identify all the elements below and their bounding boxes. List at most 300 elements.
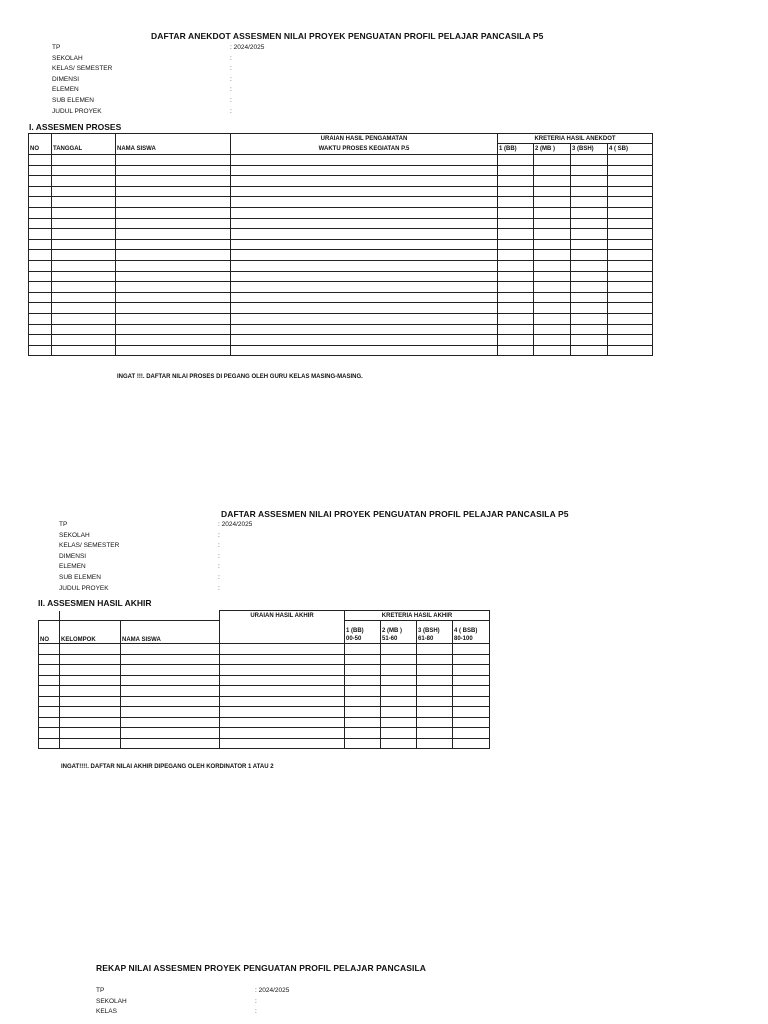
table-cell[interactable] [29, 176, 52, 187]
table-cell[interactable] [121, 717, 220, 728]
table-cell[interactable] [39, 696, 60, 707]
table-cell[interactable] [29, 345, 52, 356]
meta-row-elemen [59, 562, 299, 573]
table-cell[interactable] [571, 176, 608, 187]
table-cell[interactable] [417, 738, 453, 749]
table-cell[interactable] [417, 707, 453, 718]
meta-value: : [218, 584, 220, 592]
meta-row-judul [59, 584, 299, 595]
table-cell[interactable] [345, 686, 381, 697]
score-mb: 2 (MB ) [534, 144, 571, 155]
table-row [29, 186, 653, 197]
table-cell[interactable] [381, 686, 417, 697]
table-cell[interactable] [571, 303, 608, 314]
table-cell[interactable] [231, 282, 498, 293]
table-cell[interactable] [534, 229, 571, 240]
section1-meta [52, 43, 292, 117]
table-cell[interactable] [52, 324, 116, 335]
table-cell[interactable] [39, 707, 60, 718]
score-sb: 4 ( SB) [608, 144, 653, 155]
meta-label: TP [59, 521, 68, 528]
table-cell[interactable] [116, 176, 231, 187]
table-row [29, 313, 653, 324]
table-cell[interactable] [571, 250, 608, 261]
table-cell[interactable] [29, 250, 52, 261]
table-cell[interactable] [116, 155, 231, 166]
table-cell[interactable] [52, 176, 116, 187]
table-cell[interactable] [381, 728, 417, 739]
table-cell[interactable] [498, 260, 534, 271]
table-cell[interactable] [417, 717, 453, 728]
table-cell[interactable] [29, 165, 52, 176]
table-cell[interactable] [231, 313, 498, 324]
table-cell[interactable] [220, 738, 345, 749]
table-cell[interactable] [498, 239, 534, 250]
table-cell[interactable] [220, 717, 345, 728]
table-cell[interactable] [571, 155, 608, 166]
table-row [29, 165, 653, 176]
table-cell[interactable] [121, 665, 220, 676]
table-cell[interactable] [121, 696, 220, 707]
section3-meta [96, 986, 336, 1018]
table-cell[interactable] [571, 229, 608, 240]
table-cell[interactable] [39, 675, 60, 686]
table-cell[interactable] [381, 738, 417, 749]
table-cell[interactable] [381, 707, 417, 718]
table-cell[interactable] [608, 165, 653, 176]
table-cell[interactable] [116, 271, 231, 282]
table-cell[interactable] [60, 654, 121, 665]
table-cell[interactable] [29, 239, 52, 250]
cell [116, 134, 231, 144]
table-cell[interactable] [498, 176, 534, 187]
table-cell[interactable] [534, 207, 571, 218]
table-cell[interactable] [608, 282, 653, 293]
section3-title: REKAP NILAI ASSESMEN PROYEK PENGUATAN PROFIL PELAJAR PANCASILA [96, 963, 427, 973]
score-label: 2 (MB ) [382, 628, 402, 634]
table-cell[interactable] [29, 197, 52, 208]
table-cell[interactable] [29, 282, 52, 293]
table-cell[interactable] [116, 250, 231, 261]
table-cell[interactable] [116, 335, 231, 346]
table-cell[interactable] [608, 218, 653, 229]
table-cell[interactable] [60, 728, 121, 739]
table-cell[interactable] [220, 696, 345, 707]
table-cell[interactable] [534, 165, 571, 176]
table-cell[interactable] [231, 271, 498, 282]
table-cell[interactable] [52, 303, 116, 314]
table-cell[interactable] [608, 324, 653, 335]
table-cell[interactable] [39, 686, 60, 697]
table-cell[interactable] [381, 654, 417, 665]
table-cell[interactable] [534, 155, 571, 166]
table-row [29, 155, 653, 166]
table-cell[interactable] [534, 282, 571, 293]
table-cell[interactable] [534, 345, 571, 356]
table-cell[interactable] [116, 324, 231, 335]
table-cell[interactable] [231, 239, 498, 250]
table-cell[interactable] [608, 250, 653, 261]
table-cell[interactable] [608, 176, 653, 187]
table-header-row [29, 144, 653, 155]
table-cell[interactable] [381, 665, 417, 676]
table-cell[interactable] [60, 707, 121, 718]
table-cell[interactable] [231, 197, 498, 208]
table-cell[interactable] [345, 728, 381, 739]
meta-label: TP [52, 44, 61, 51]
table-cell[interactable] [231, 207, 498, 218]
table-cell[interactable] [498, 292, 534, 303]
table-cell[interactable] [571, 186, 608, 197]
table-cell[interactable] [29, 155, 52, 166]
table-cell[interactable] [220, 686, 345, 697]
table-cell[interactable] [453, 675, 490, 686]
table-cell[interactable] [534, 239, 571, 250]
meta-row-dimensi [59, 552, 299, 563]
score-bsh: 3 (BSH) [571, 144, 608, 155]
table-row [29, 218, 653, 229]
table-cell[interactable] [60, 675, 121, 686]
table-cell[interactable] [116, 282, 231, 293]
table-cell[interactable] [29, 260, 52, 271]
table-cell[interactable] [498, 324, 534, 335]
proses-table [28, 133, 653, 356]
table-cell[interactable] [571, 271, 608, 282]
table-cell[interactable] [220, 728, 345, 739]
table-header-row [39, 611, 490, 621]
table-cell[interactable] [498, 313, 534, 324]
table-cell[interactable] [116, 218, 231, 229]
table-cell[interactable] [534, 250, 571, 261]
table-cell[interactable] [60, 717, 121, 728]
table-cell[interactable] [39, 654, 60, 665]
meta-value: : [230, 65, 232, 73]
table-cell[interactable] [29, 271, 52, 282]
meta-label: SEKOLAH [96, 997, 127, 1005]
table-cell[interactable] [345, 665, 381, 676]
table-row [29, 176, 653, 187]
table-cell[interactable] [121, 707, 220, 718]
table-cell[interactable] [608, 345, 653, 356]
cell [52, 134, 116, 144]
table-row [29, 260, 653, 271]
kriteria-header: KRETERIA HASIL ANEKDOT [498, 134, 653, 144]
table-cell[interactable] [29, 303, 52, 314]
table-cell[interactable] [231, 303, 498, 314]
table-cell[interactable] [121, 675, 220, 686]
table-cell[interactable] [498, 197, 534, 208]
table-cell[interactable] [453, 644, 490, 655]
table-cell[interactable] [571, 313, 608, 324]
meta-row-sekolah [52, 54, 292, 65]
table-cell[interactable] [52, 229, 116, 240]
meta-row-sekolah [96, 997, 336, 1008]
table-cell[interactable] [534, 197, 571, 208]
table-cell[interactable] [116, 239, 231, 250]
meta-label: JUDUL PROYEK [52, 107, 102, 115]
col-no: NO [39, 621, 60, 644]
meta-label: ELEMEN [59, 563, 86, 571]
table-cell[interactable] [52, 335, 116, 346]
table-cell[interactable] [116, 207, 231, 218]
table-cell[interactable] [60, 696, 121, 707]
meta-label: KELAS/ SEMESTER [59, 542, 120, 550]
table-cell[interactable] [453, 686, 490, 697]
table-cell[interactable] [39, 644, 60, 655]
table-cell[interactable] [498, 335, 534, 346]
table-cell[interactable] [608, 271, 653, 282]
table-cell[interactable] [39, 728, 60, 739]
table-cell[interactable] [453, 728, 490, 739]
table-cell[interactable] [417, 654, 453, 665]
table-cell[interactable] [29, 335, 52, 346]
table-cell[interactable] [345, 738, 381, 749]
cell [39, 611, 60, 621]
table-cell[interactable] [52, 250, 116, 261]
table-cell[interactable] [231, 335, 498, 346]
table-cell[interactable] [608, 229, 653, 240]
table-cell[interactable] [381, 644, 417, 655]
table-cell[interactable] [121, 738, 220, 749]
meta-value: : 2024/2025 [255, 987, 290, 994]
table-cell[interactable] [121, 686, 220, 697]
table-cell[interactable] [345, 675, 381, 686]
table-cell[interactable] [453, 665, 490, 676]
table-cell[interactable] [231, 165, 498, 176]
table-cell[interactable] [498, 207, 534, 218]
meta-value: : [230, 86, 232, 94]
table-cell[interactable] [29, 324, 52, 335]
table-cell[interactable] [534, 335, 571, 346]
table-cell[interactable] [231, 229, 498, 240]
table-cell[interactable] [571, 165, 608, 176]
table-cell[interactable] [116, 303, 231, 314]
table-cell[interactable] [121, 644, 220, 655]
table-cell[interactable] [116, 345, 231, 356]
meta-label: DIMENSI [59, 552, 87, 560]
table-cell[interactable] [498, 155, 534, 166]
table-cell[interactable] [39, 665, 60, 676]
table-cell[interactable] [381, 717, 417, 728]
table-cell[interactable] [571, 292, 608, 303]
table-cell[interactable] [571, 239, 608, 250]
meta-label: SEKOLAH [59, 531, 90, 539]
table-cell[interactable] [29, 292, 52, 303]
table-cell[interactable] [345, 644, 381, 655]
meta-value: : [218, 531, 220, 539]
meta-row-tp [52, 43, 292, 54]
table-cell[interactable] [453, 696, 490, 707]
table-cell[interactable] [231, 186, 498, 197]
table-cell[interactable] [231, 324, 498, 335]
table-cell[interactable] [417, 644, 453, 655]
table-cell[interactable] [498, 229, 534, 240]
table-cell[interactable] [52, 186, 116, 197]
meta-value: : [230, 96, 232, 104]
table-cell[interactable] [231, 155, 498, 166]
table-cell[interactable] [571, 335, 608, 346]
table-cell[interactable] [116, 186, 231, 197]
table-row [29, 207, 653, 218]
meta-row-kelas [96, 1007, 336, 1018]
table-cell[interactable] [39, 717, 60, 728]
meta-label: ELEMEN [52, 86, 79, 94]
table-cell[interactable] [571, 260, 608, 271]
table-cell[interactable] [52, 218, 116, 229]
table-cell[interactable] [534, 324, 571, 335]
table-cell[interactable] [571, 197, 608, 208]
table-cell[interactable] [39, 738, 60, 749]
table-cell[interactable] [121, 728, 220, 739]
table-cell[interactable] [534, 218, 571, 229]
table-cell[interactable] [52, 282, 116, 293]
table-cell[interactable] [608, 197, 653, 208]
table-cell[interactable] [116, 313, 231, 324]
table-cell[interactable] [571, 345, 608, 356]
table-cell[interactable] [60, 738, 121, 749]
col-nama-siswa: NAMA SISWA [116, 144, 231, 155]
meta-label: KELAS [96, 1008, 117, 1016]
table-cell[interactable] [52, 345, 116, 356]
table-cell[interactable] [571, 282, 608, 293]
section2-title: DAFTAR ASSESMEN NILAI PROYEK PENGUATAN PROFIL PELAJAR PANCASILA P5 [221, 509, 569, 519]
table-cell[interactable] [381, 696, 417, 707]
table-cell[interactable] [571, 324, 608, 335]
table-cell[interactable] [534, 176, 571, 187]
table-cell[interactable] [116, 229, 231, 240]
table-cell[interactable] [121, 654, 220, 665]
table-cell[interactable] [116, 260, 231, 271]
table-cell[interactable] [231, 292, 498, 303]
cell [29, 134, 52, 144]
table-row [29, 292, 653, 303]
table-cell[interactable] [534, 303, 571, 314]
table-cell[interactable] [571, 207, 608, 218]
table-cell[interactable] [417, 675, 453, 686]
table-cell[interactable] [52, 197, 116, 208]
table-cell[interactable] [231, 218, 498, 229]
table-cell[interactable] [231, 176, 498, 187]
table-cell[interactable] [498, 250, 534, 261]
table-cell[interactable] [29, 313, 52, 324]
table-cell[interactable] [231, 345, 498, 356]
table-cell[interactable] [220, 707, 345, 718]
table-row [39, 738, 490, 749]
table-cell[interactable] [498, 165, 534, 176]
table-header-row [29, 134, 653, 144]
meta-row-kelas [59, 541, 299, 552]
table-cell[interactable] [220, 654, 345, 665]
table-cell[interactable] [534, 186, 571, 197]
table-cell[interactable] [29, 207, 52, 218]
table-cell[interactable] [534, 260, 571, 271]
meta-value: : 2024/2025 [218, 521, 253, 528]
table-cell[interactable] [116, 292, 231, 303]
table-row [29, 239, 653, 250]
table-cell[interactable] [345, 707, 381, 718]
table-cell[interactable] [52, 313, 116, 324]
table-cell[interactable] [534, 271, 571, 282]
table-cell[interactable] [345, 696, 381, 707]
table-row [39, 728, 490, 739]
table-cell[interactable] [116, 165, 231, 176]
table-cell[interactable] [608, 207, 653, 218]
table-cell[interactable] [52, 207, 116, 218]
table-cell[interactable] [498, 271, 534, 282]
table-cell[interactable] [417, 696, 453, 707]
table-cell[interactable] [417, 686, 453, 697]
table-cell[interactable] [220, 644, 345, 655]
table-cell[interactable] [571, 218, 608, 229]
table-cell[interactable] [608, 155, 653, 166]
table-cell[interactable] [534, 313, 571, 324]
table-cell[interactable] [417, 665, 453, 676]
table-cell[interactable] [608, 260, 653, 271]
table-cell[interactable] [453, 654, 490, 665]
col-tanggal: TANGGAL [52, 144, 116, 155]
table-cell[interactable] [29, 229, 52, 240]
table-cell[interactable] [608, 292, 653, 303]
table-cell[interactable] [52, 155, 116, 166]
meta-row-kelas [52, 64, 292, 75]
table-cell[interactable] [52, 239, 116, 250]
table-cell[interactable] [453, 707, 490, 718]
meta-label: SUB ELEMEN [52, 96, 94, 104]
table-cell[interactable] [60, 665, 121, 676]
table-cell[interactable] [231, 250, 498, 261]
section2-note: INGAT!!!!. DAFTAR NILAI AKHIR DIPEGANG OLEH KORDINATOR 1 ATAU 2 [61, 764, 274, 770]
table-cell[interactable] [52, 260, 116, 271]
table-cell[interactable] [231, 260, 498, 271]
meta-row-dimensi [52, 75, 292, 86]
table-cell[interactable] [60, 686, 121, 697]
table-cell[interactable] [52, 271, 116, 282]
table-cell[interactable] [498, 345, 534, 356]
table-cell[interactable] [498, 282, 534, 293]
table-cell[interactable] [498, 186, 534, 197]
meta-value: : [230, 54, 232, 62]
table-cell[interactable] [608, 303, 653, 314]
meta-label: SEKOLAH [52, 54, 83, 62]
table-cell[interactable] [453, 738, 490, 749]
table-cell[interactable] [534, 292, 571, 303]
table-cell[interactable] [345, 717, 381, 728]
table-cell[interactable] [608, 335, 653, 346]
table-cell[interactable] [345, 654, 381, 665]
table-cell[interactable] [116, 197, 231, 208]
table-cell[interactable] [29, 186, 52, 197]
table-row [39, 696, 490, 707]
table-cell[interactable] [220, 675, 345, 686]
table-cell[interactable] [453, 717, 490, 728]
table-row [29, 303, 653, 314]
table-cell[interactable] [220, 665, 345, 676]
score-bsb [453, 621, 490, 644]
table-cell[interactable] [381, 675, 417, 686]
score-range: 80-100 [454, 635, 473, 642]
table-cell[interactable] [417, 728, 453, 739]
table-cell[interactable] [608, 313, 653, 324]
table-cell[interactable] [29, 218, 52, 229]
table-cell[interactable] [608, 186, 653, 197]
table-cell[interactable] [608, 239, 653, 250]
table-cell[interactable] [60, 644, 121, 655]
table-cell[interactable] [498, 218, 534, 229]
cell [220, 621, 345, 644]
table-cell[interactable] [52, 292, 116, 303]
table-cell[interactable] [498, 303, 534, 314]
table-cell[interactable] [52, 165, 116, 176]
